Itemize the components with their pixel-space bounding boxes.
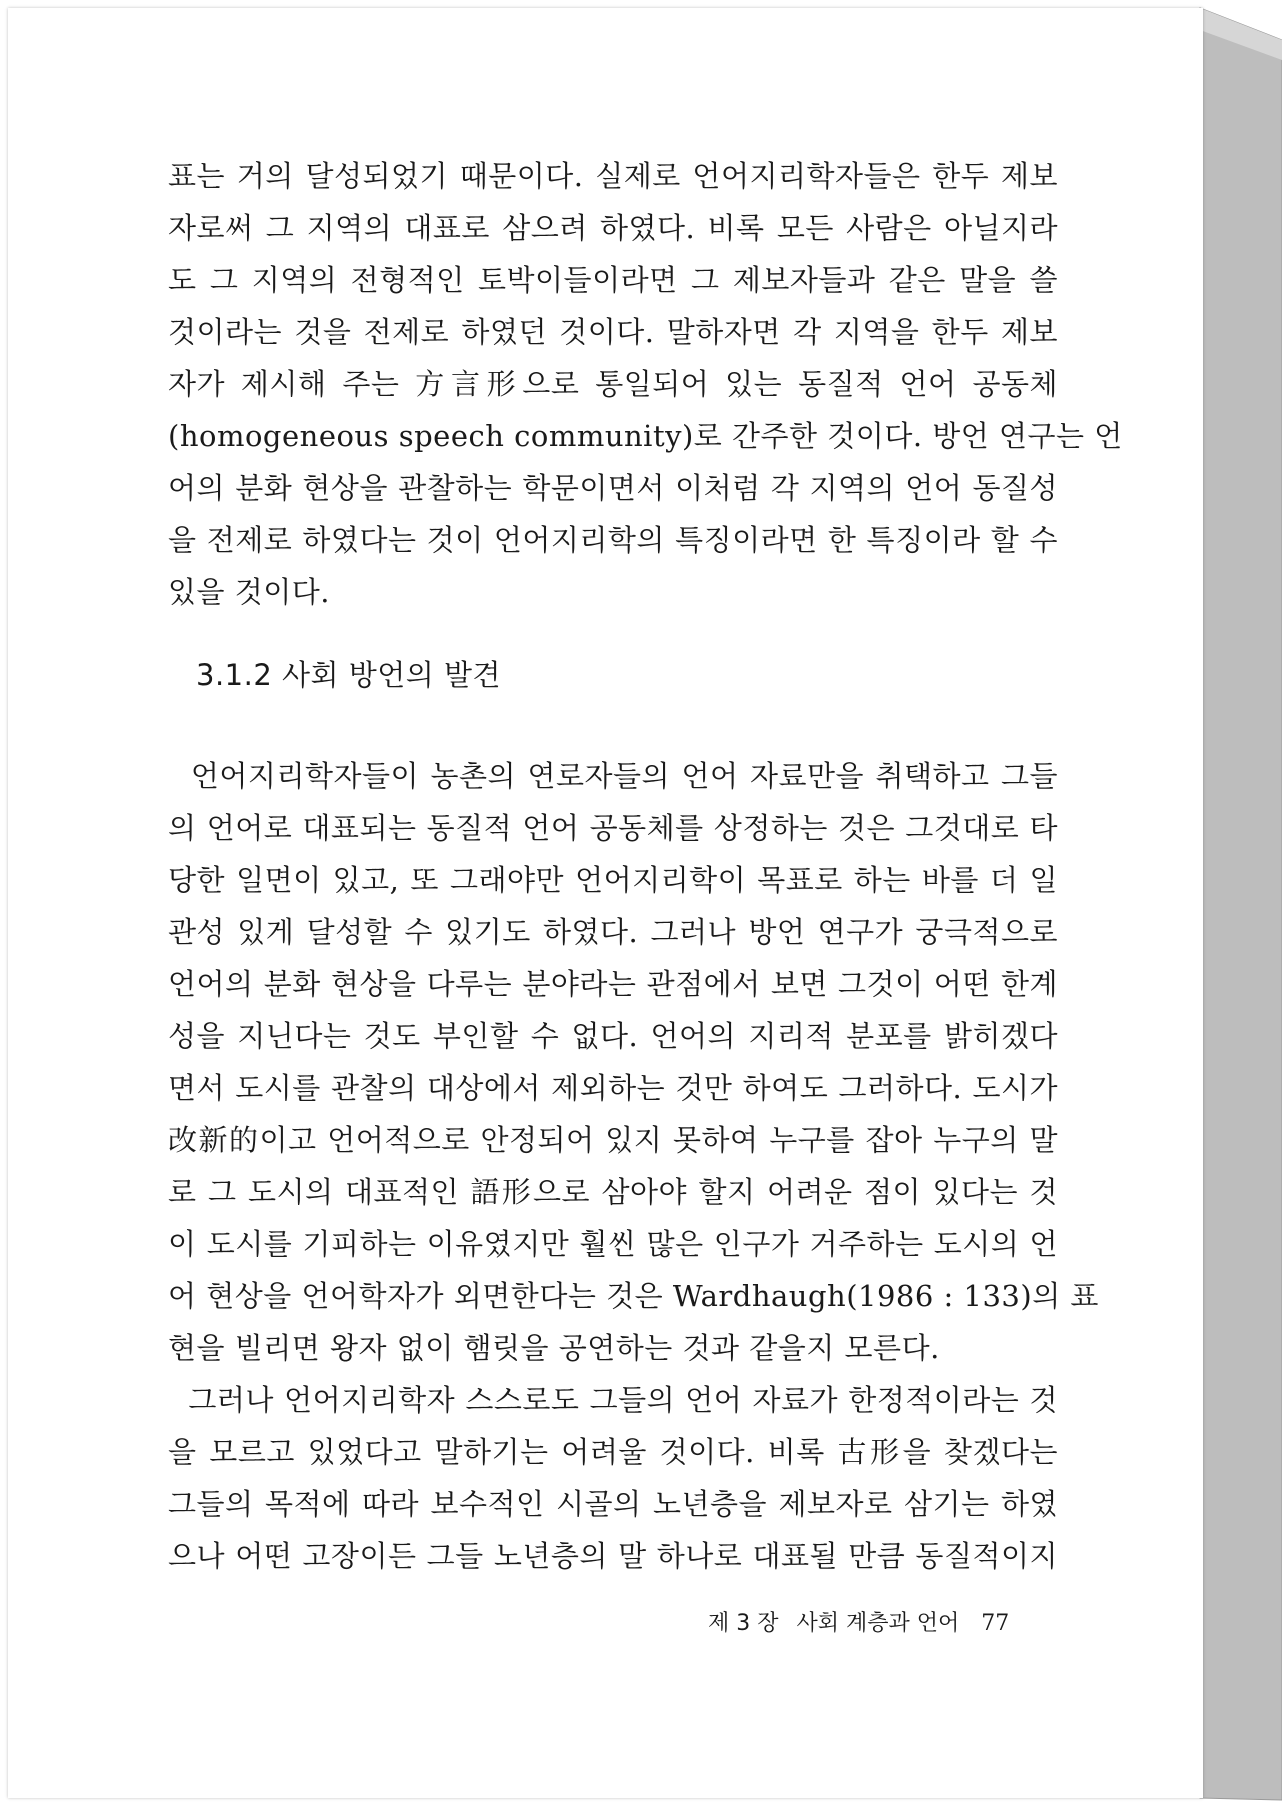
text-line: 언어의 분화 현상을 다루는 분야라는 관점에서 보면 그것이 어떤 한계 bbox=[168, 967, 1058, 1001]
text-line: 으나 어떤 고장이든 그들 노년층의 말 하나로 대표될 만큼 동질적이지 bbox=[168, 1539, 1058, 1573]
text-line: 을 모르고 있었다고 말하기는 어려울 것이다. 비록 古形을 찾겠다는 bbox=[168, 1435, 1058, 1469]
text-line: 의 언어로 대표되는 동질적 언어 공동체를 상정하는 것은 그것대로 타 bbox=[168, 811, 1058, 845]
text-line: 어 현상을 언어학자가 외면한다는 것은 Wardhaugh(1986 : 133)의 표 bbox=[168, 1279, 1099, 1313]
text-line: (homogeneous speech community)로 간주한 것이다. 방언 연구는 언 bbox=[168, 419, 1123, 453]
chapter-label: 제 3 장 bbox=[708, 1611, 779, 1636]
text-line: 改新的이고 언어적으로 안정되어 있지 못하여 누구를 잡아 누구의 말 bbox=[168, 1123, 1058, 1157]
text-line: 면서 도시를 관찰의 대상에서 제외하는 것만 하여도 그러하다. 도시가 bbox=[168, 1071, 1058, 1105]
text-line: 당한 일면이 있고, 또 그래야만 언어지리학이 목표로 하는 바를 더 일 bbox=[168, 863, 1058, 897]
text-line: 언어지리학자들이 농촌의 연로자들의 언어 자료만을 취택하고 그들 bbox=[168, 759, 1058, 793]
text-line: 것이라는 것을 전제로 하였던 것이다. 말하자면 각 지역을 한두 제보 bbox=[168, 315, 1058, 349]
text-line: 현을 빌리면 왕자 없이 햄릿을 공연하는 것과 같을지 모른다. bbox=[168, 1331, 940, 1365]
text-line: 자로써 그 지역의 대표로 삼으려 하였다. 비록 모든 사람은 아닐지라 bbox=[168, 211, 1058, 245]
text-line: 자가 제시해 주는 方言形으로 통일되어 있는 동질적 언어 공동체 bbox=[168, 367, 1058, 401]
text-line: 표는 거의 달성되었기 때문이다. 실제로 언어지리학자들은 한두 제보 bbox=[168, 159, 1058, 193]
text-line: 로 그 도시의 대표적인 語形으로 삼아야 할지 어려운 점이 있다는 것 bbox=[168, 1175, 1058, 1209]
section-heading: 3.1.2 사회 방언의 발견 bbox=[196, 658, 502, 692]
text-line: 어의 분화 현상을 관찰하는 학문이면서 이처럼 각 지역의 언어 동질성 bbox=[168, 471, 1058, 505]
text-line: 성을 지닌다는 것도 부인할 수 없다. 언어의 지리적 분포를 밝히겠다 bbox=[168, 1019, 1058, 1053]
chapter-title: 사회 계층과 언어 bbox=[796, 1611, 960, 1636]
text-line: 을 전제로 하였다는 것이 언어지리학의 특징이라면 한 특징이라 할 수 bbox=[168, 523, 1058, 557]
paragraph-1 bbox=[168, 150, 1123, 618]
page-number: 77 bbox=[981, 1611, 1010, 1636]
text-line: 관성 있게 달성할 수 있기도 하였다. 그러나 방언 연구가 궁극적으로 bbox=[168, 915, 1058, 949]
text-line: 이 도시를 기피하는 이유였지만 훨씬 많은 인구가 거주하는 도시의 언 bbox=[168, 1227, 1058, 1261]
book-page bbox=[8, 8, 1203, 1798]
text-line: 그러나 언어지리학자 스스로도 그들의 언어 자료가 한정적이라는 것 bbox=[168, 1383, 1058, 1417]
page-footer bbox=[708, 1604, 1058, 1644]
text-line: 도 그 지역의 전형적인 토박이들이라면 그 제보자들과 같은 말을 쓸 bbox=[168, 263, 1058, 297]
text-line: 있을 것이다. bbox=[168, 575, 331, 609]
paragraph-2 bbox=[168, 750, 1099, 1582]
text-line: 그들의 목적에 따라 보수적인 시골의 노년층을 제보자로 삼기는 하였 bbox=[168, 1487, 1058, 1521]
